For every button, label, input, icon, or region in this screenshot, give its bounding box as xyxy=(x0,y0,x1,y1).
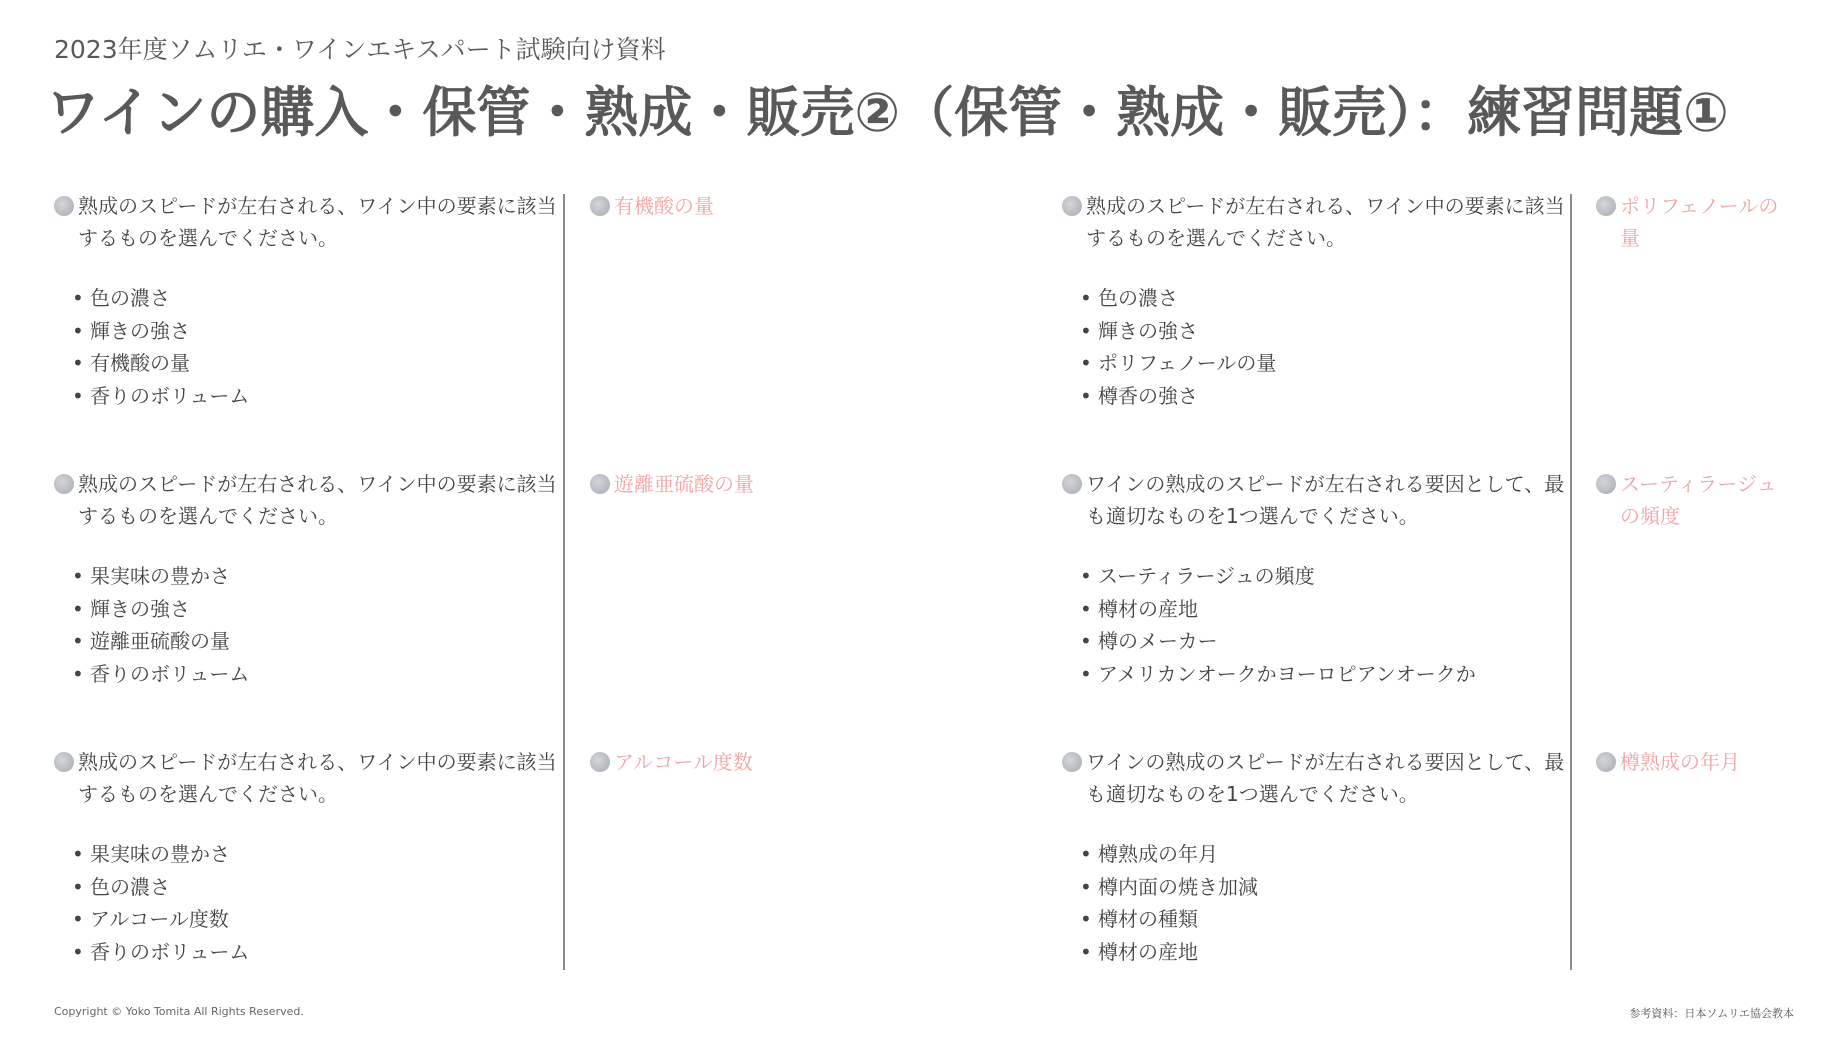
answer-block-right-2 xyxy=(1596,468,1786,532)
option-list xyxy=(1062,560,1567,690)
question-text: 熟成のスピードが左右される、ワイン中の要素に該当するものを選んでください。 xyxy=(78,472,557,528)
reference-text: 参考資料：日本ソムリエ協会教本 xyxy=(1629,1007,1794,1020)
option-list xyxy=(54,560,559,690)
answer-block-right-3 xyxy=(1596,746,1786,778)
list-item: • 色の濃さ xyxy=(72,282,559,315)
list-item: • 色の濃さ xyxy=(72,871,559,904)
list-item: • 樽材の産地 xyxy=(1080,593,1567,626)
copyright-text: Copyright © Yoko Tomita All Rights Reserved. xyxy=(54,1005,304,1018)
list-item: • 輝きの強さ xyxy=(72,315,559,348)
answer-text: ポリフェノールの量 xyxy=(1620,194,1779,250)
page-title: ワインの購入・保管・熟成・販売②（保管・熟成・販売）：練習問題① xyxy=(46,81,1729,144)
answer-block-right-1 xyxy=(1596,190,1786,254)
answer-block-left-2 xyxy=(590,468,970,500)
question-text: ワインの熟成のスピードが左右される要因として、最も適切なものを1つ選んでください。 xyxy=(1086,750,1565,806)
question-block-right-1 xyxy=(1062,190,1567,412)
list-item: • 色の濃さ xyxy=(1080,282,1567,315)
list-item: • 有機酸の量 xyxy=(72,347,559,380)
bullet-dot-icon xyxy=(1596,474,1616,494)
list-item: • 香りのボリューム xyxy=(72,658,559,691)
bullet-dot-icon xyxy=(54,196,74,216)
bullet-dot-icon xyxy=(1596,752,1616,772)
list-item: • ポリフェノールの量 xyxy=(1080,347,1567,380)
answer-text: 有機酸の量 xyxy=(614,194,714,218)
answer-text: 遊離亜硫酸の量 xyxy=(614,472,754,496)
question-text: ワインの熟成のスピードが左右される要因として、最も適切なものを1つ選んでください。 xyxy=(1086,472,1565,528)
question-block-right-2 xyxy=(1062,468,1567,690)
list-item: • 果実味の豊かさ xyxy=(72,838,559,871)
answer-text: スーティラージュの頻度 xyxy=(1620,472,1777,528)
answer-block-left-3 xyxy=(590,746,970,778)
list-item: • 輝きの強さ xyxy=(72,593,559,626)
answer-text: アルコール度数 xyxy=(614,750,753,774)
option-list xyxy=(1062,838,1567,968)
bullet-dot-icon xyxy=(1596,196,1616,216)
list-item: • 樽香の強さ xyxy=(1080,380,1567,413)
list-item: • スーティラージュの頻度 xyxy=(1080,560,1567,593)
list-item: • 樽材の産地 xyxy=(1080,936,1567,969)
list-item: • 樽内面の焼き加減 xyxy=(1080,871,1567,904)
question-block-right-3 xyxy=(1062,746,1567,968)
list-item: • 香りのボリューム xyxy=(72,380,559,413)
question-text: 熟成のスピードが左右される、ワイン中の要素に該当するものを選んでください。 xyxy=(78,750,557,806)
bullet-dot-icon xyxy=(1062,474,1082,494)
bullet-dot-icon xyxy=(590,196,610,216)
list-item: • 樽のメーカー xyxy=(1080,625,1567,658)
list-item: • 遊離亜硫酸の量 xyxy=(72,625,559,658)
column-divider xyxy=(1570,194,1572,970)
question-text: 熟成のスピードが左右される、ワイン中の要素に該当するものを選んでください。 xyxy=(1086,194,1565,250)
answer-text: 樽熟成の年月 xyxy=(1620,750,1740,774)
question-block-left-3 xyxy=(54,746,559,968)
list-item: • アルコール度数 xyxy=(72,903,559,936)
bullet-dot-icon xyxy=(54,752,74,772)
bullet-dot-icon xyxy=(1062,196,1082,216)
option-list xyxy=(54,282,559,412)
bullet-dot-icon xyxy=(590,474,610,494)
column-divider xyxy=(563,194,565,970)
bullet-dot-icon xyxy=(1062,752,1082,772)
list-item: • 果実味の豊かさ xyxy=(72,560,559,593)
deck-subtitle: 2023年度ソムリエ・ワインエキスパート試験向け資料 xyxy=(54,35,666,64)
answer-block-left-1 xyxy=(590,190,970,222)
list-item: • アメリカンオークかヨーロピアンオークか xyxy=(1080,658,1567,691)
question-text: 熟成のスピードが左右される、ワイン中の要素に該当するものを選んでください。 xyxy=(78,194,557,250)
list-item: • 輝きの強さ xyxy=(1080,315,1567,348)
option-list xyxy=(54,838,559,968)
question-block-left-2 xyxy=(54,468,559,690)
list-item: • 樽材の種類 xyxy=(1080,903,1567,936)
bullet-dot-icon xyxy=(54,474,74,494)
question-block-left-1 xyxy=(54,190,559,412)
bullet-dot-icon xyxy=(590,752,610,772)
option-list xyxy=(1062,282,1567,412)
list-item: • 香りのボリューム xyxy=(72,936,559,969)
list-item: • 樽熟成の年月 xyxy=(1080,838,1567,871)
